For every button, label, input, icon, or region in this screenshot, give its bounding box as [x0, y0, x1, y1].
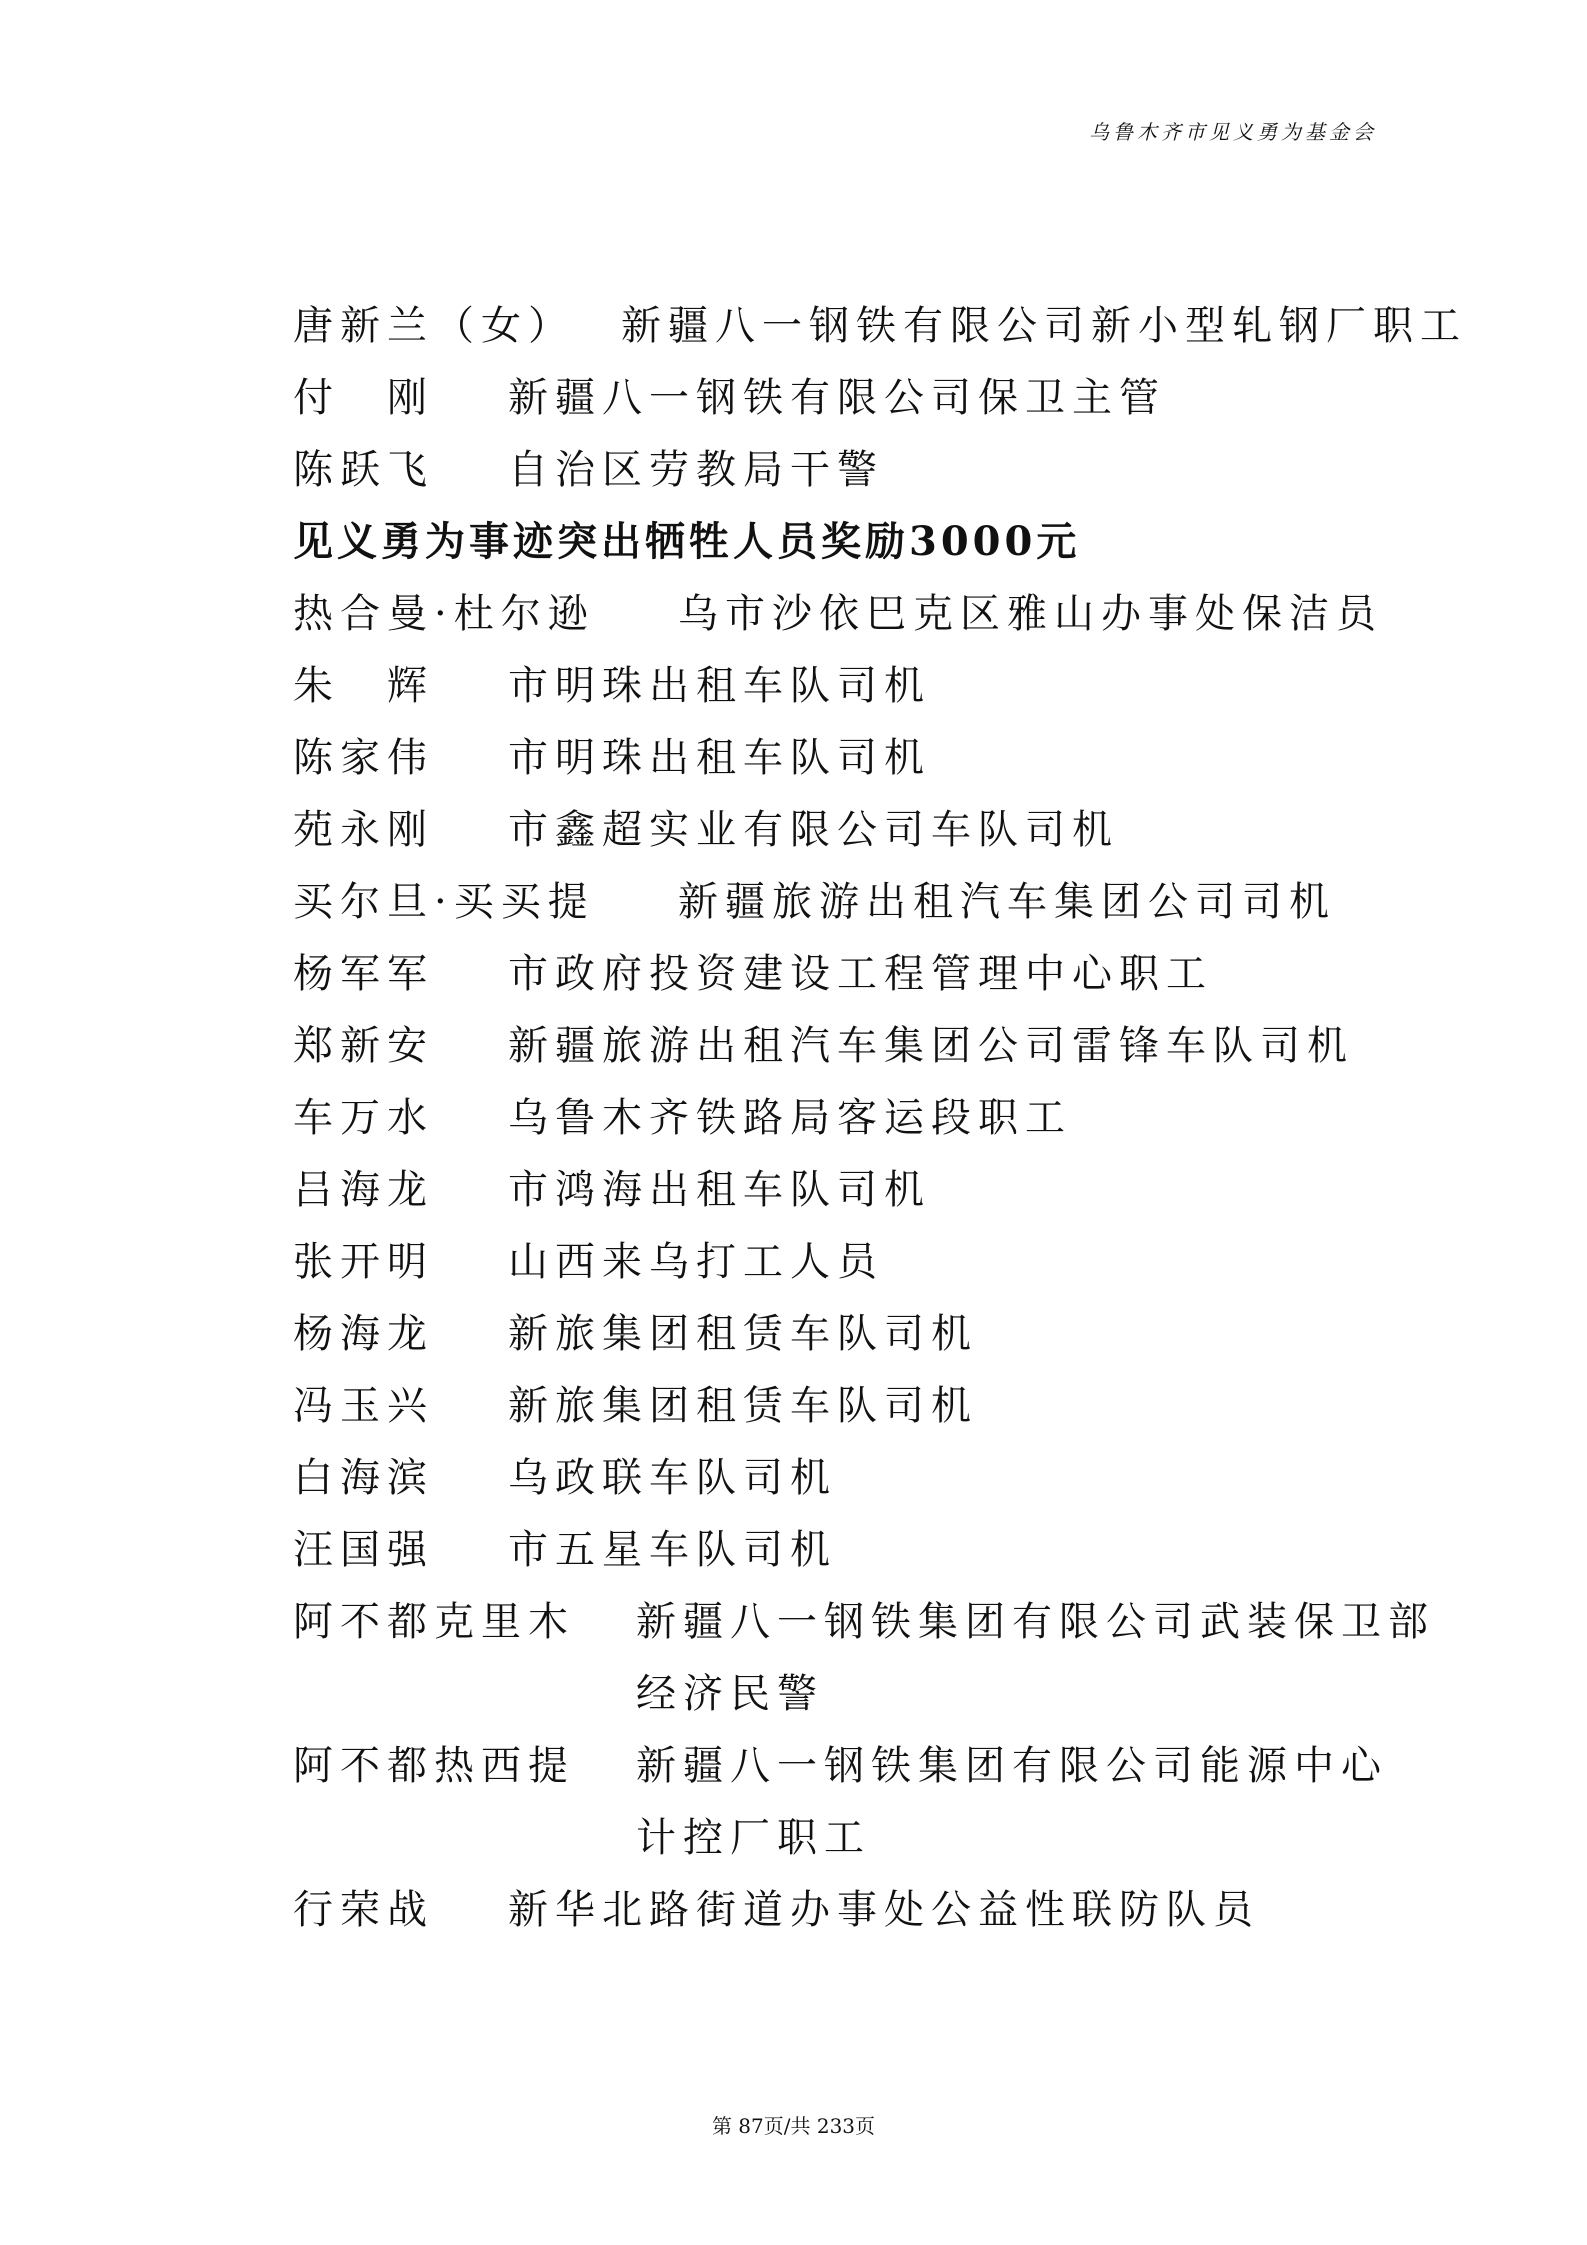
list-item	[293, 362, 1393, 434]
list-item	[293, 1010, 1393, 1082]
list-item	[293, 1226, 1393, 1298]
person-affiliation: 新旅集团租赁车队司机	[508, 1383, 978, 1429]
person-name: 冯玉兴	[293, 1383, 434, 1429]
list-item	[293, 290, 1467, 362]
person-name: 行荣战	[293, 1887, 434, 1933]
list-item	[293, 1370, 1393, 1442]
person-name: 杨海龙	[293, 1311, 434, 1357]
person-name: 陈家伟	[293, 735, 434, 781]
person-affiliation: 乌市沙依巴克区雅山办事处保洁员	[678, 591, 1383, 637]
person-name: 热合曼·杜尔逊	[293, 591, 595, 637]
person-affiliation: 新疆旅游出租汽车集团公司司机	[678, 879, 1336, 925]
list-item-continuation	[293, 1802, 1393, 1874]
person-affiliation: 新疆八一钢铁集团有限公司能源中心	[636, 1743, 1388, 1789]
section-heading-text: 见义勇为事迹突出牺牲人员奖励3000元	[293, 518, 1081, 565]
list-item	[293, 794, 1393, 866]
person-affiliation: 新疆八一钢铁有限公司保卫主管	[508, 375, 1166, 421]
person-affiliation: 乌政联车队司机	[508, 1455, 837, 1501]
list-item	[293, 434, 1393, 506]
person-affiliation: 计控厂职工	[636, 1815, 871, 1861]
list-item	[293, 578, 1393, 650]
award-list	[293, 290, 1467, 1946]
person-affiliation: 新疆八一钢铁集团有限公司武装保卫部	[636, 1599, 1435, 1645]
person-affiliation: 新疆八一钢铁有限公司新小型轧钢厂职工	[621, 303, 1467, 349]
person-affiliation: 经济民警	[636, 1671, 824, 1717]
list-item	[293, 722, 1393, 794]
person-affiliation: 市明珠出租车队司机	[508, 663, 931, 709]
person-name: 陈跃飞	[293, 447, 434, 493]
person-name: 张开明	[293, 1239, 434, 1285]
person-affiliation: 新疆旅游出租汽车集团公司雷锋车队司机	[508, 1023, 1354, 1069]
person-name: 郑新安	[293, 1023, 434, 1069]
section-heading	[293, 506, 1393, 578]
list-item	[293, 1586, 1435, 1658]
person-affiliation: 乌鲁木齐铁路局客运段职工	[508, 1095, 1072, 1141]
person-name: 汪国强	[293, 1527, 434, 1573]
page-header-org: 乌鲁木齐市见义勇为基金会	[1089, 120, 1377, 144]
person-name: 吕海龙	[293, 1167, 434, 1213]
list-item	[293, 650, 1393, 722]
person-affiliation: 市鑫超实业有限公司车队司机	[508, 807, 1119, 853]
person-affiliation: 山西来乌打工人员	[508, 1239, 884, 1285]
list-item	[293, 1514, 1393, 1586]
list-item	[293, 938, 1393, 1010]
person-name: 阿不都克里木	[293, 1599, 575, 1645]
person-affiliation: 市政府投资建设工程管理中心职工	[508, 951, 1213, 997]
person-affiliation: 自治区劳教局干警	[508, 447, 884, 493]
person-affiliation: 市鸿海出租车队司机	[508, 1167, 931, 1213]
person-name: 苑永刚	[293, 807, 434, 853]
list-item	[293, 1082, 1393, 1154]
person-affiliation: 市明珠出租车队司机	[508, 735, 931, 781]
list-item	[293, 1874, 1393, 1946]
list-item	[293, 866, 1393, 938]
person-affiliation: 市五星车队司机	[508, 1527, 837, 1573]
person-affiliation: 新华北路街道办事处公益性联防队员	[508, 1887, 1260, 1933]
list-item	[293, 1298, 1393, 1370]
page-footer: 第 87页/共 233页	[711, 2114, 876, 2138]
list-item-continuation	[293, 1658, 1393, 1730]
person-name: 杨军军	[293, 951, 434, 997]
person-name: 车万水	[293, 1095, 434, 1141]
list-item	[293, 1730, 1393, 1802]
person-name: 阿不都热西提	[293, 1743, 575, 1789]
person-affiliation: 新旅集团租赁车队司机	[508, 1311, 978, 1357]
person-name: 买尔旦·买买提	[293, 879, 595, 925]
list-item	[293, 1154, 1393, 1226]
person-name: 付 刚	[293, 375, 434, 421]
list-item	[293, 1442, 1393, 1514]
person-name: 朱 辉	[293, 663, 434, 709]
person-name: 白海滨	[293, 1455, 434, 1501]
person-name: 唐新兰（女）	[293, 303, 575, 349]
